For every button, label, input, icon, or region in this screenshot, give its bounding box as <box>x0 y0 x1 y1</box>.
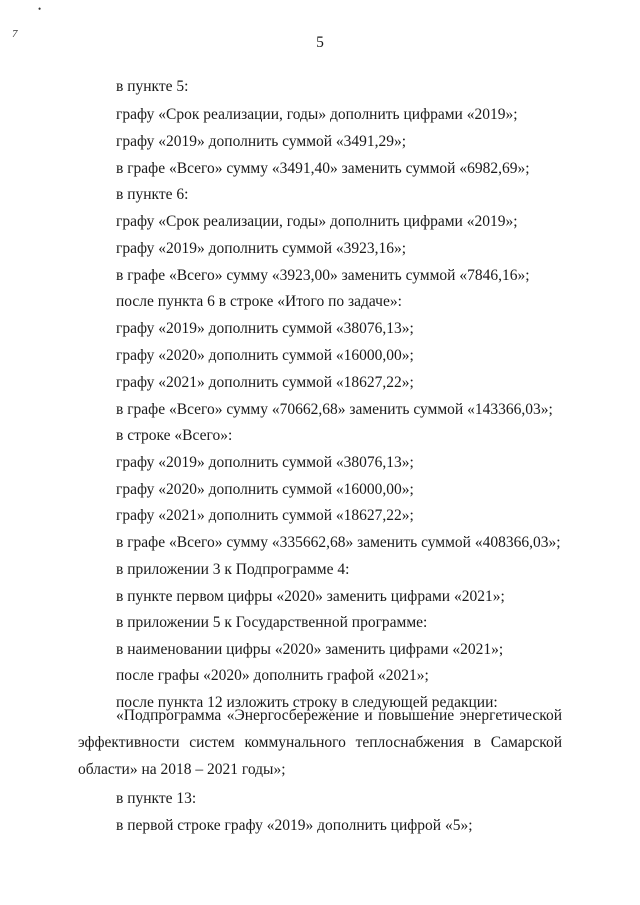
text-line: после пункта 6 в строке «Итого по задаче»: <box>116 293 402 310</box>
text-line: графу «Срок реализации, годы» дополнить цифрами «2019»; <box>116 106 518 123</box>
scan-mark-dot: • <box>38 4 42 14</box>
text-line: после графы «2020» дополнить графой «2021»; <box>116 667 429 684</box>
text-line: в графе «Всего» сумму «3491,40» заменить суммой «6982,69»; <box>116 160 530 177</box>
text-line: в пункте первом цифры «2020» заменить цифрами «2021»; <box>116 588 505 605</box>
text-line: графу «Срок реализации, годы» дополнить цифрами «2019»; <box>116 213 518 230</box>
text-line: графу «2021» дополнить суммой «18627,22»; <box>116 374 414 391</box>
page-number: 5 <box>316 34 324 51</box>
text-line: в графе «Всего» сумму «70662,68» заменить суммой «143366,03»; <box>116 401 553 418</box>
text-line: после пункта 12 изложить строку в следующей редакции: <box>116 694 498 711</box>
quote-paragraph <box>78 702 562 783</box>
quote-line-2: эффективности систем коммунального теплоснабжения в Самарской <box>78 734 562 751</box>
quote-line-3: области» на 2018 – 2021 годы»; <box>78 761 286 778</box>
text-line: в графе «Всего» сумму «3923,00» заменить суммой «7846,16»; <box>116 267 530 284</box>
text-line: в строке «Всего»: <box>116 427 233 444</box>
text-line: в пункте 6: <box>116 186 189 203</box>
text-line: графу «2019» дополнить суммой «3491,29»; <box>116 133 407 150</box>
text-line: в приложении 3 к Подпрограмме 4: <box>116 561 350 578</box>
text-line: графу «2021» дополнить суммой «18627,22»; <box>116 507 414 524</box>
text-line: в наименовании цифры «2020» заменить цифрами «2021»; <box>116 641 504 658</box>
text-line: в графе «Всего» сумму «335662,68» заменить суммой «408366,03»; <box>116 534 561 551</box>
text-line: в пункте 5: <box>116 78 189 95</box>
text-line: графу «2019» дополнить суммой «3923,16»; <box>116 240 407 257</box>
quote-line-1: «Подпрограмма «Энергосбережение и повышение энергетической <box>116 707 562 724</box>
text-line: графу «2020» дополнить суммой «16000,00»; <box>116 481 414 498</box>
text-line: графу «2020» дополнить суммой «16000,00»; <box>116 347 414 364</box>
text-line: в первой строке графу «2019» дополнить цифрой «5»; <box>116 817 473 834</box>
scan-mark-seven: 7 <box>12 28 18 40</box>
text-line: в пункте 13: <box>116 790 197 807</box>
text-line: в приложении 5 к Государственной программе: <box>116 614 428 631</box>
text-line: графу «2019» дополнить суммой «38076,13»; <box>116 454 414 471</box>
text-line: графу «2019» дополнить суммой «38076,13»; <box>116 320 414 337</box>
